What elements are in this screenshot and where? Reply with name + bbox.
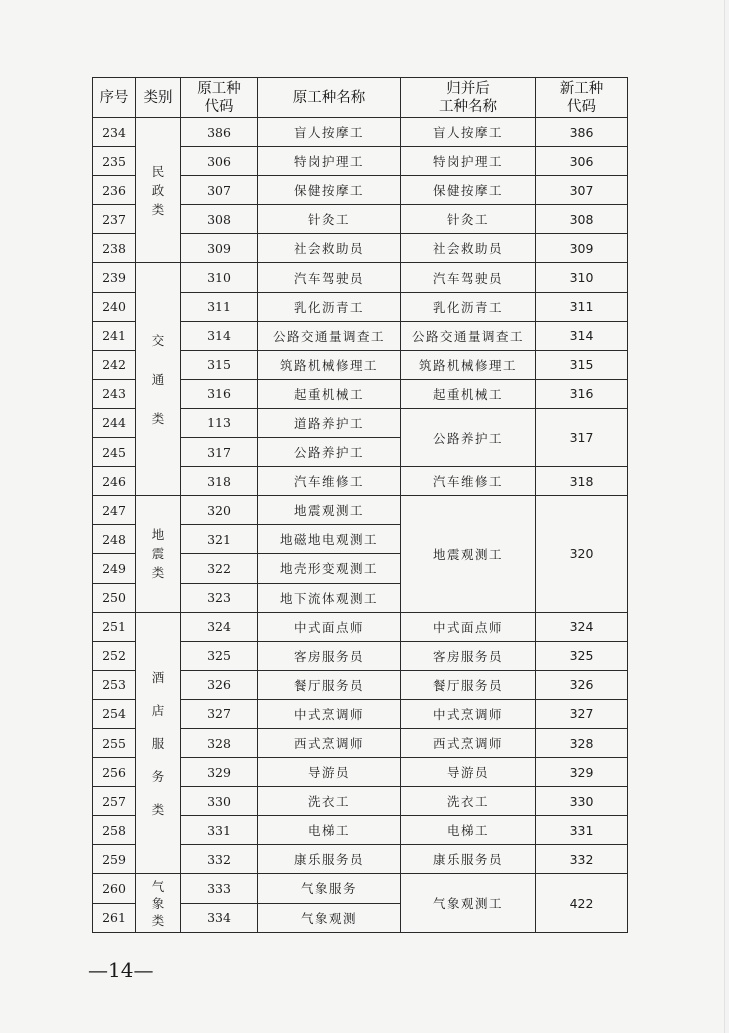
new-code-cell: 307 <box>536 176 628 205</box>
header-orig-code: 原工种 代码 <box>181 78 258 118</box>
new-code-cell: 320 <box>536 496 628 612</box>
orig-name-cell: 地下流体观测工 <box>258 583 401 612</box>
occupation-code-table <box>92 77 628 933</box>
new-code-cell: 309 <box>536 234 628 263</box>
new-code-cell: 318 <box>536 467 628 496</box>
orig-code-cell: 306 <box>181 147 258 176</box>
seq-cell: 256 <box>93 758 136 787</box>
new-code-cell: 325 <box>536 641 628 670</box>
new-code-cell: 326 <box>536 670 628 699</box>
orig-code-cell: 318 <box>181 467 258 496</box>
header-orig-name: 原工种名称 <box>258 78 401 118</box>
header-seq: 序号 <box>93 78 136 118</box>
orig-code-cell: 324 <box>181 612 258 641</box>
seq-cell: 236 <box>93 176 136 205</box>
orig-name-cell: 汽车驾驶员 <box>258 263 401 292</box>
orig-code-cell: 329 <box>181 758 258 787</box>
table-row <box>93 612 628 641</box>
category-minzheng: 民 政 类 <box>136 118 181 263</box>
new-code-cell: 308 <box>536 205 628 234</box>
table-row <box>93 263 628 292</box>
seq-cell: 248 <box>93 525 136 554</box>
orig-code-cell: 315 <box>181 350 258 379</box>
orig-name-cell: 康乐服务员 <box>258 845 401 874</box>
merged-name-cell: 客房服务员 <box>401 641 536 670</box>
table-row <box>93 874 628 903</box>
orig-name-cell: 气象服务 <box>258 874 401 903</box>
orig-code-cell: 322 <box>181 554 258 583</box>
new-code-cell: 314 <box>536 321 628 350</box>
merged-name-cell: 地震观测工 <box>401 496 536 612</box>
orig-name-cell: 电梯工 <box>258 816 401 845</box>
seq-cell: 246 <box>93 467 136 496</box>
seq-cell: 250 <box>93 583 136 612</box>
new-code-cell: 328 <box>536 728 628 757</box>
new-code-cell: 317 <box>536 408 628 466</box>
seq-cell: 258 <box>93 816 136 845</box>
merged-name-cell: 汽车维修工 <box>401 467 536 496</box>
orig-code-cell: 311 <box>181 292 258 321</box>
new-code-cell: 315 <box>536 350 628 379</box>
table-row <box>93 496 628 525</box>
merged-name-cell: 中式烹调师 <box>401 699 536 728</box>
merged-name-cell: 汽车驾驶员 <box>401 263 536 292</box>
seq-cell: 251 <box>93 612 136 641</box>
new-code-cell: 311 <box>536 292 628 321</box>
merged-name-cell: 中式面点师 <box>401 612 536 641</box>
merged-name-cell: 气象观测工 <box>401 874 536 932</box>
seq-cell: 260 <box>93 874 136 903</box>
orig-code-cell: 333 <box>181 874 258 903</box>
orig-name-cell: 道路养护工 <box>258 408 401 437</box>
orig-name-cell: 汽车维修工 <box>258 467 401 496</box>
orig-code-cell: 323 <box>181 583 258 612</box>
new-code-cell: 386 <box>536 118 628 147</box>
seq-cell: 245 <box>93 438 136 467</box>
new-code-cell: 329 <box>536 758 628 787</box>
orig-code-cell: 328 <box>181 728 258 757</box>
header-merged-name: 归并后 工种名称 <box>401 78 536 118</box>
orig-code-cell: 326 <box>181 670 258 699</box>
orig-name-cell: 筑路机械修理工 <box>258 350 401 379</box>
seq-cell: 242 <box>93 350 136 379</box>
merged-name-cell: 筑路机械修理工 <box>401 350 536 379</box>
orig-name-cell: 针灸工 <box>258 205 401 234</box>
new-code-cell: 306 <box>536 147 628 176</box>
new-code-cell: 332 <box>536 845 628 874</box>
orig-name-cell: 起重机械工 <box>258 379 401 408</box>
orig-name-cell: 地震观测工 <box>258 496 401 525</box>
seq-cell: 238 <box>93 234 136 263</box>
orig-code-cell: 113 <box>181 408 258 437</box>
merged-name-cell: 公路交通量调查工 <box>401 321 536 350</box>
merged-name-cell: 保健按摩工 <box>401 176 536 205</box>
orig-name-cell: 洗衣工 <box>258 787 401 816</box>
seq-cell: 257 <box>93 787 136 816</box>
page-number: —14— <box>88 958 154 982</box>
orig-code-cell: 309 <box>181 234 258 263</box>
seq-cell: 244 <box>93 408 136 437</box>
orig-code-cell: 317 <box>181 438 258 467</box>
merged-name-cell: 洗衣工 <box>401 787 536 816</box>
seq-cell: 239 <box>93 263 136 292</box>
merged-name-cell: 餐厅服务员 <box>401 670 536 699</box>
seq-cell: 253 <box>93 670 136 699</box>
new-code-cell: 330 <box>536 787 628 816</box>
orig-code-cell: 308 <box>181 205 258 234</box>
orig-name-cell: 地磁地电观测工 <box>258 525 401 554</box>
orig-code-cell: 307 <box>181 176 258 205</box>
new-code-cell: 327 <box>536 699 628 728</box>
merged-name-cell: 导游员 <box>401 758 536 787</box>
seq-cell: 259 <box>93 845 136 874</box>
merged-name-cell: 电梯工 <box>401 816 536 845</box>
seq-cell: 252 <box>93 641 136 670</box>
orig-name-cell: 公路养护工 <box>258 438 401 467</box>
category-jiudian: 酒 店 服 务 类 <box>136 612 181 874</box>
seq-cell: 240 <box>93 292 136 321</box>
orig-code-cell: 310 <box>181 263 258 292</box>
new-code-cell: 422 <box>536 874 628 932</box>
merged-name-cell: 公路养护工 <box>401 408 536 466</box>
seq-cell: 261 <box>93 903 136 932</box>
orig-name-cell: 地壳形变观测工 <box>258 554 401 583</box>
orig-name-cell: 中式烹调师 <box>258 699 401 728</box>
seq-cell: 254 <box>93 699 136 728</box>
orig-name-cell: 公路交通量调查工 <box>258 321 401 350</box>
merged-name-cell: 社会救助员 <box>401 234 536 263</box>
orig-code-cell: 321 <box>181 525 258 554</box>
seq-cell: 241 <box>93 321 136 350</box>
category-jiaotong: 交 通 类 <box>136 263 181 496</box>
orig-code-cell: 331 <box>181 816 258 845</box>
orig-code-cell: 327 <box>181 699 258 728</box>
category-qixiang: 气 象 类 <box>136 874 181 932</box>
orig-name-cell: 气象观测 <box>258 903 401 932</box>
orig-code-cell: 320 <box>181 496 258 525</box>
table-header-row <box>93 78 628 118</box>
new-code-cell: 310 <box>536 263 628 292</box>
merged-name-cell: 盲人按摩工 <box>401 118 536 147</box>
orig-code-cell: 332 <box>181 845 258 874</box>
merged-name-cell: 起重机械工 <box>401 379 536 408</box>
orig-code-cell: 330 <box>181 787 258 816</box>
orig-name-cell: 中式面点师 <box>258 612 401 641</box>
orig-code-cell: 334 <box>181 903 258 932</box>
orig-name-cell: 乳化沥青工 <box>258 292 401 321</box>
merged-name-cell: 乳化沥青工 <box>401 292 536 321</box>
header-category: 类别 <box>136 78 181 118</box>
orig-code-cell: 314 <box>181 321 258 350</box>
merged-name-cell: 康乐服务员 <box>401 845 536 874</box>
orig-name-cell: 保健按摩工 <box>258 176 401 205</box>
new-code-cell: 331 <box>536 816 628 845</box>
header-new-code: 新工种 代码 <box>536 78 628 118</box>
seq-cell: 255 <box>93 728 136 757</box>
orig-name-cell: 西式烹调师 <box>258 728 401 757</box>
orig-code-cell: 325 <box>181 641 258 670</box>
seq-cell: 234 <box>93 118 136 147</box>
orig-code-cell: 386 <box>181 118 258 147</box>
merged-name-cell: 特岗护理工 <box>401 147 536 176</box>
seq-cell: 237 <box>93 205 136 234</box>
orig-name-cell: 导游员 <box>258 758 401 787</box>
orig-name-cell: 客房服务员 <box>258 641 401 670</box>
seq-cell: 249 <box>93 554 136 583</box>
orig-name-cell: 盲人按摩工 <box>258 118 401 147</box>
orig-name-cell: 餐厅服务员 <box>258 670 401 699</box>
new-code-cell: 316 <box>536 379 628 408</box>
seq-cell: 235 <box>93 147 136 176</box>
merged-name-cell: 针灸工 <box>401 205 536 234</box>
seq-cell: 243 <box>93 379 136 408</box>
category-dizhen: 地 震 类 <box>136 496 181 612</box>
table-row <box>93 118 628 147</box>
orig-name-cell: 特岗护理工 <box>258 147 401 176</box>
new-code-cell: 324 <box>536 612 628 641</box>
orig-name-cell: 社会救助员 <box>258 234 401 263</box>
merged-name-cell: 西式烹调师 <box>401 728 536 757</box>
orig-code-cell: 316 <box>181 379 258 408</box>
seq-cell: 247 <box>93 496 136 525</box>
